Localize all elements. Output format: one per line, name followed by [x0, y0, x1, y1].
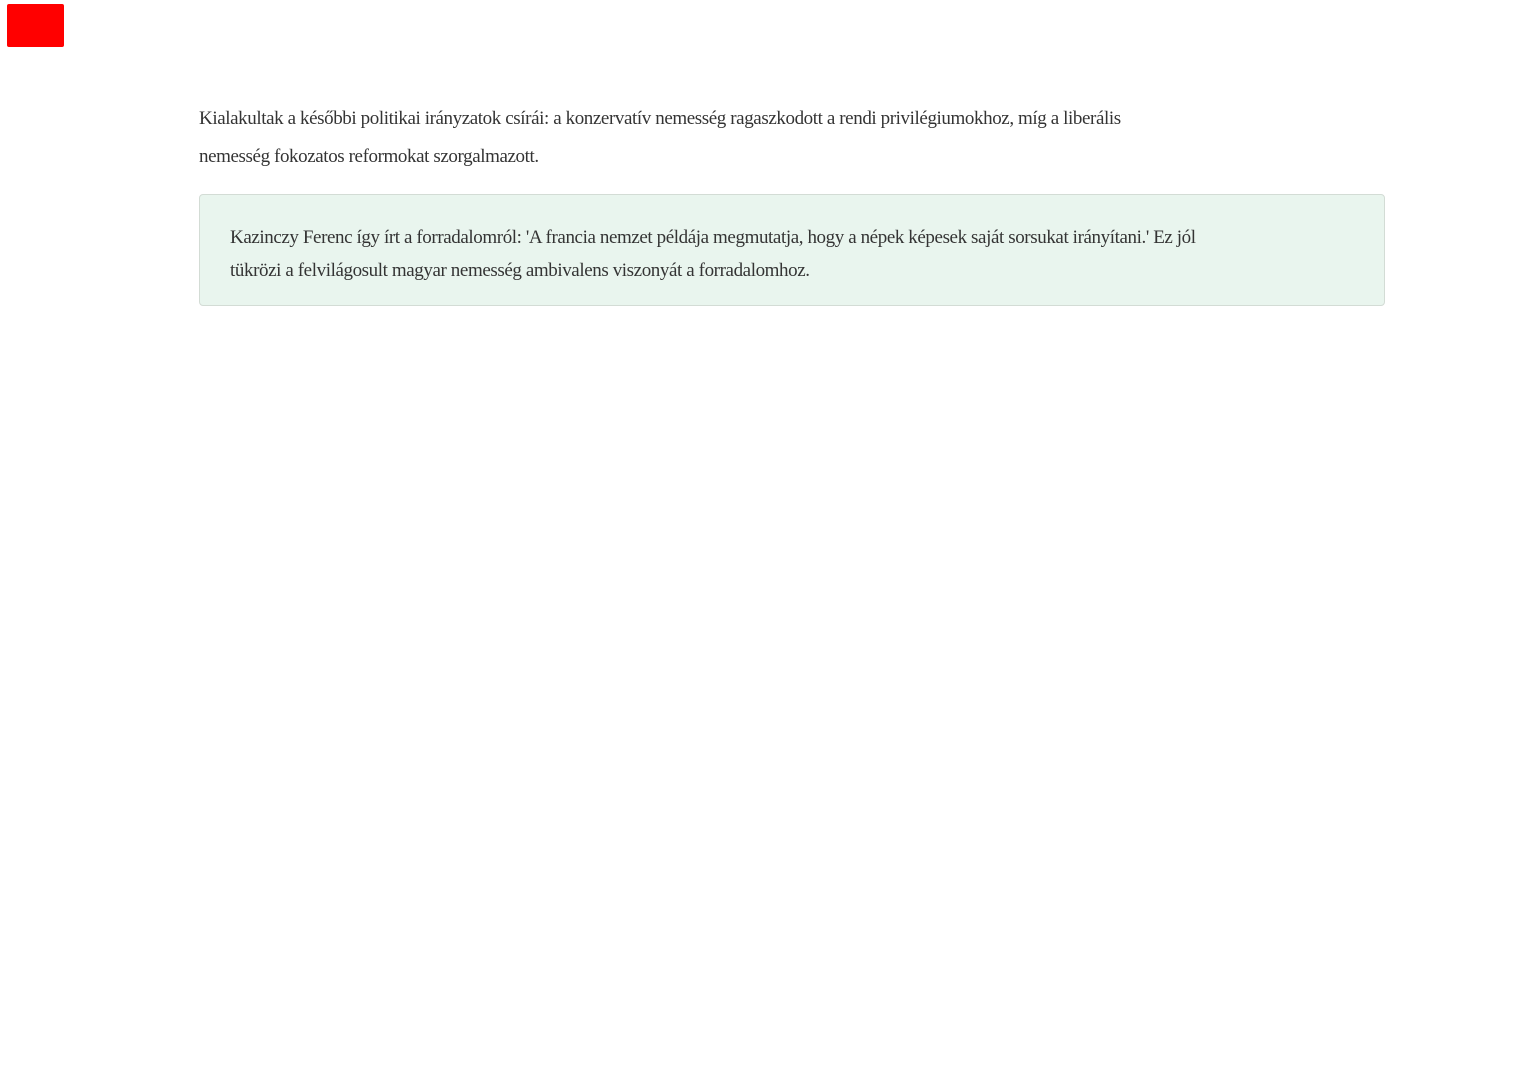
content-area [199, 0, 1385, 306]
quote-callout-line-1: Kazinczy Ferenc így írt a forradalomról: 'A francia nemzet példája megmutatja, hogy a népek képesek saját sorsukat irányítani.' Ez jól [230, 227, 1196, 248]
quote-callout-line-2: tükrözi a felvilágosult magyar nemesség ambivalens viszonyát a forradalomhoz. [230, 260, 810, 281]
red-marker [7, 4, 64, 47]
quote-callout-box [199, 194, 1385, 306]
body-paragraph-line-1: Kialakultak a későbbi politikai irányzatok csírái: a konzervatív nemesség ragaszkodott a rendi privilégiumokhoz, míg a liberális [199, 108, 1121, 129]
body-paragraph-line-2: nemesség fokozatos reformokat szorgalmazott. [199, 146, 539, 167]
body-paragraph [199, 100, 1385, 176]
